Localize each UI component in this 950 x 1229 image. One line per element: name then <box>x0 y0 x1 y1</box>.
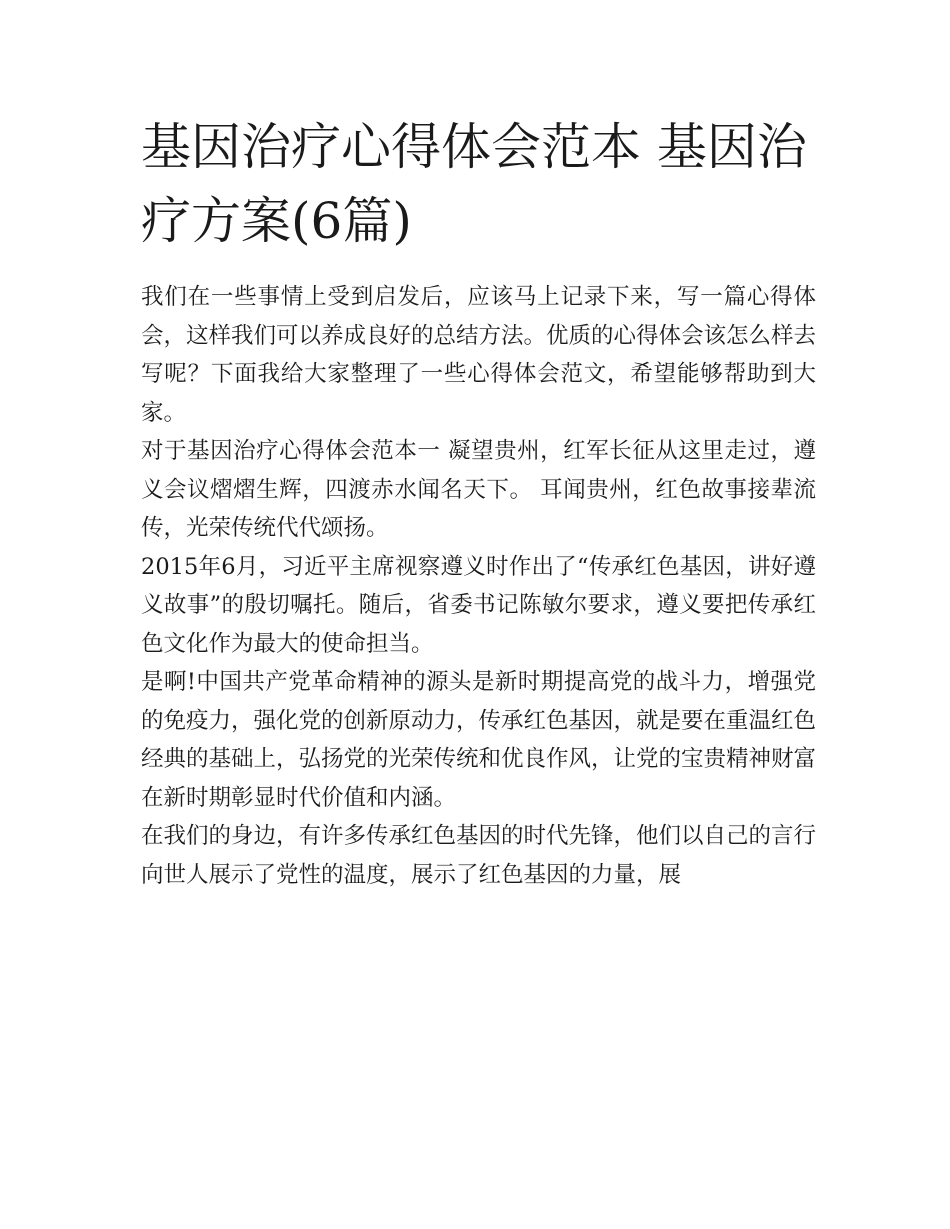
paragraph-intro: 我们在一些事情上受到启发后，应该马上记录下来，写一篇心得体会，这样我们可以养成良好的总结方法。优质的心得体会该怎么样去写呢？下面我给大家整理了一些心得体会范文，希望能够帮助到大家。 <box>141 284 817 426</box>
document-content <box>141 110 816 894</box>
paragraph-party-spirit: 是啊!中国共产党革命精神的源头是新时期提高党的战斗力，增强党的免疫力，强化党的创新原动力，传承红色基因，就是要在重温红色经典的基础上，弘扬党的光荣传统和优良作风，让党的宝贵精神财富在新时期彰显时代价值和内涵。 <box>141 669 817 811</box>
document-title: 基因治疗心得体会范本 基因治疗方案(6篇) <box>141 118 807 250</box>
paragraph-guizhou: 对于基因治疗心得体会范本一 凝望贵州，红军长征从这里走过，遵义会议熠熠生辉，四渡赤水闻名天下。 耳闻贵州，红色故事接辈流传，光荣传统代代颂扬。 <box>141 438 816 541</box>
title-block <box>141 110 816 258</box>
paragraph-pioneers: 在我们的身边，有许多传承红色基因的时代先锋，他们以自己的言行向世人展示了党性的温度，展示了红色基因的力量，展 <box>141 823 817 888</box>
paragraph-zunyi: 2015年6月，习近平主席视察遵义时作出了“传承红色基因，讲好遵义故事”的殷切嘱托。随后，省委书记陈敏尔要求，遵义要把传承红色文化作为最大的使命担当。 <box>141 553 816 657</box>
